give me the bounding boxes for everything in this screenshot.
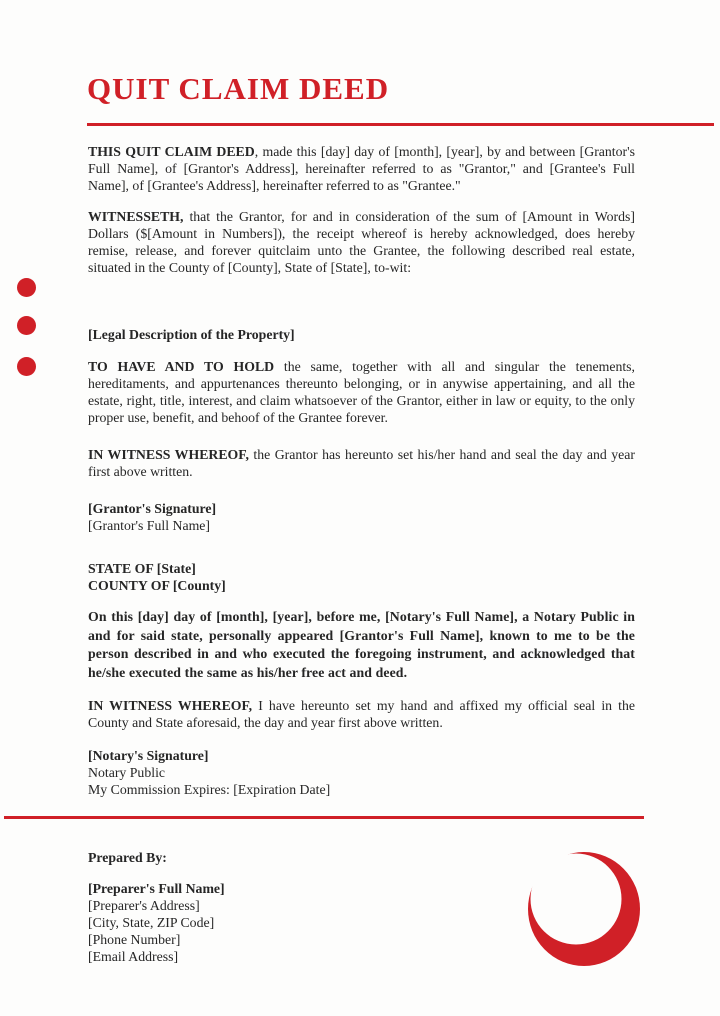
witnesseth-text: that the Grantor, for and in consideration of the sum of [Amount in Words] Dollars ($[Amount in Numbers]), the receipt whereof is hereby acknowledged, does hereby remise, release, and forever quitclaim unto the Grantee, the following described real estate, situated in the County of [County], State of [State], to-wit: — [88, 209, 635, 275]
county-of-line: COUNTY OF [County] — [88, 578, 226, 593]
notary-witness-text: I have hereunto set my hand and affixed my official seal in the County and State aforesaid, the day and year first above written. — [88, 698, 635, 730]
preparer-phone-placeholder: [Phone Number] — [88, 932, 181, 947]
habendum-text: the same, together with all and singular the tenements, hereditaments, and appurtenances thereunto belonging, or in anywise appertaining, and all the estate, right, title, interest, and claim whatsoever of the Grantor, either in law or equity, to the only proper use, benefit, and behoof of the Grantee forever. — [88, 359, 636, 425]
preparer-city-placeholder: [City, State, ZIP Code] — [88, 915, 215, 930]
legal-description-placeholder: [Legal Description of the Property] — [88, 327, 295, 342]
notary-witness-lead: IN WITNESS WHEREOF, — [88, 698, 253, 713]
red-dot-icon — [17, 316, 36, 335]
grantor-witness-lead: IN WITNESS WHEREOF, — [88, 447, 249, 462]
opening-lead: THIS QUIT CLAIM DEED — [88, 144, 255, 159]
opening-paragraph — [88, 143, 635, 194]
grantor-witness-paragraph — [88, 446, 635, 480]
crescent-logo-icon — [527, 851, 641, 967]
grantor-name-placeholder: [Grantor's Full Name] — [88, 518, 211, 533]
grantor-witness-text: the Grantor has hereunto set his/her hand and seal the day and year first above written. — [88, 447, 635, 479]
preparer-email-placeholder: [Email Address] — [88, 949, 179, 964]
jurisdiction-block — [88, 560, 635, 594]
prepared-by-heading: Prepared By: — [88, 850, 167, 865]
preparer-address-placeholder: [Preparer's Address] — [88, 898, 200, 913]
document-title: QUIT CLAIM DEED — [87, 71, 390, 106]
witnesseth-paragraph — [88, 208, 635, 276]
footer-divider — [4, 816, 644, 819]
commission-expires-line: My Commission Expires: [Expiration Date] — [88, 782, 331, 797]
habendum-paragraph — [88, 358, 635, 426]
opening-text: , made this [day] day of [month], [year], by and between [Grantor's Full Name], of [Grantor's Address], hereinafter referred to as "Grantor," and [Grantee's Full Name], of [Grantee's Address], hereinafter referred to as "Grantee." — [88, 144, 635, 193]
notary-public-label: Notary Public — [88, 765, 166, 780]
witnesseth-lead: WITNESSETH, — [88, 209, 184, 224]
preparer-name-placeholder: [Preparer's Full Name] — [88, 881, 225, 896]
notary-signature-placeholder: [Notary's Signature] — [88, 748, 209, 763]
grantor-signature-block — [88, 500, 635, 534]
red-dot-icon — [17, 278, 36, 297]
grantor-signature-placeholder: [Grantor's Signature] — [88, 501, 217, 516]
notary-acknowledgment-paragraph: On this [day] day of [month], [year], before me, [Notary's Full Name], a Notary Public in and for said state, personally appeared [Grantor's Full Name], known to me to be the person described in and who executed the foregoing instrument, and acknowledged that he/she executed the same as his/her free act and deed. — [88, 609, 635, 680]
title-divider — [87, 123, 714, 126]
notary-signature-block — [88, 747, 635, 798]
state-of-line: STATE OF [State] — [88, 561, 196, 576]
red-dot-icon — [17, 357, 36, 376]
notary-witness-paragraph — [88, 697, 635, 731]
habendum-lead: TO HAVE AND TO HOLD — [88, 359, 275, 374]
